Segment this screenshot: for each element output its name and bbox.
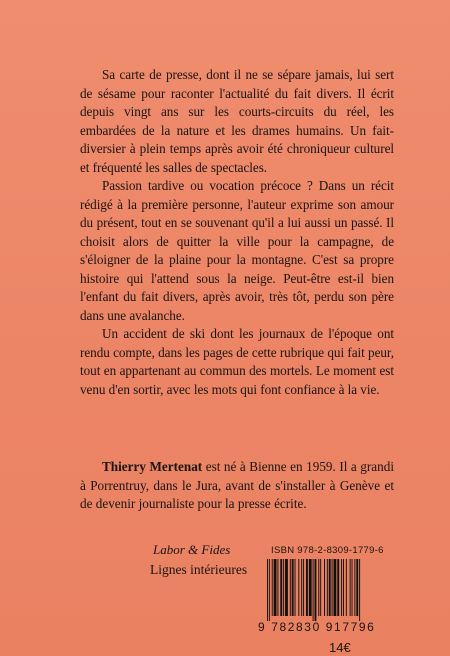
description-paragraph-2: Passion tardive ou vocation précoce ? Dans un récit rédigé à la première personne, l'auteur exprime son amour du présent, tout en se souvenant qu'il a lui aussi un passé. Il choisit alors de quitter la ville pour la campagne, de s'éloigner de la plaine pour la montagne. C'est sa propre histoire qui l'attend sous la neige. Peut-être est-il bien l'enfant du fait divers, après avoir, très tôt, perdu son père dans une avalanche. <box>80 178 394 323</box>
author-bio-paragraph <box>80 458 394 514</box>
barcode-bar <box>356 559 358 616</box>
barcode-bar <box>320 559 321 616</box>
barcode-bar <box>352 559 353 616</box>
description-text <box>80 66 394 399</box>
barcode-bar <box>350 559 351 616</box>
barcode-bar <box>354 559 355 616</box>
barcode-bar <box>274 559 277 616</box>
barcode-bar <box>292 559 294 616</box>
barcode-bar <box>295 559 296 616</box>
barcode-bar <box>283 559 284 616</box>
barcode-bar <box>341 559 342 616</box>
author-bio-text: est né à Bienne en 1959. Il a grandi à Porrentruy, dans le Jura, avant de s'installer à Genève et de devenir journaliste pour la presse écrite. <box>80 459 394 511</box>
barcode-bar <box>346 559 347 616</box>
price-label: 14€ <box>329 640 351 655</box>
barcode-bar <box>309 559 312 616</box>
barcode-bar <box>285 559 288 616</box>
barcode-bar <box>334 559 337 616</box>
barcode-bar <box>280 559 282 616</box>
barcode-bar <box>306 559 308 616</box>
barcode-bar <box>327 559 328 616</box>
barcode-bar <box>329 559 331 616</box>
barcode-bar <box>290 559 291 616</box>
barcode-bar <box>313 559 314 621</box>
barcode-bar <box>303 559 304 616</box>
barcode-bar <box>318 559 319 616</box>
barcode-bar <box>359 559 360 621</box>
description-paragraph-3: Un accident de ski dont les journaux de l'époque ont rendu compte, dans les pages de cette rubrique qui fait peur, tout en appartenant au commun des mortels. Le moment est venu d'en sortir, avec les mots qui font confiance à la vie. <box>80 326 394 397</box>
barcode-bar <box>332 559 333 616</box>
barcode-bar <box>269 559 270 621</box>
barcode-bar <box>272 559 273 616</box>
collection-name: Lignes intérieures <box>150 562 248 577</box>
author-name: Thierry Mertenat <box>102 459 203 474</box>
barcode-bar <box>343 559 344 616</box>
barcode-digits: 9 782830 917796 <box>258 620 376 634</box>
description-paragraph-1: Sa carte de presse, dont il ne se sépare jamais, lui sert de sésame pour raconter l'actualité du fait divers. Il écrit depuis vingt ans sur les courts-circuits du réel, les embardées de la nature et les drames humains. Un fait-diversier à plein temps après avoir été chroniqueur culturel et fréquenté les salles de spectacles. <box>80 67 394 175</box>
barcode-image <box>265 559 400 621</box>
author-bio <box>80 458 394 514</box>
isbn-number: ISBN 978-2-8309-1779-6 <box>271 545 384 556</box>
barcode-bar <box>324 559 325 616</box>
barcode-bar <box>277 559 278 616</box>
publisher-name: Labor & Fides <box>153 542 231 557</box>
barcode-bar <box>337 559 339 616</box>
barcode-bar <box>267 559 268 621</box>
barcode-bar <box>315 559 317 621</box>
barcode-bar <box>301 559 302 616</box>
barcode-bar <box>298 559 299 616</box>
